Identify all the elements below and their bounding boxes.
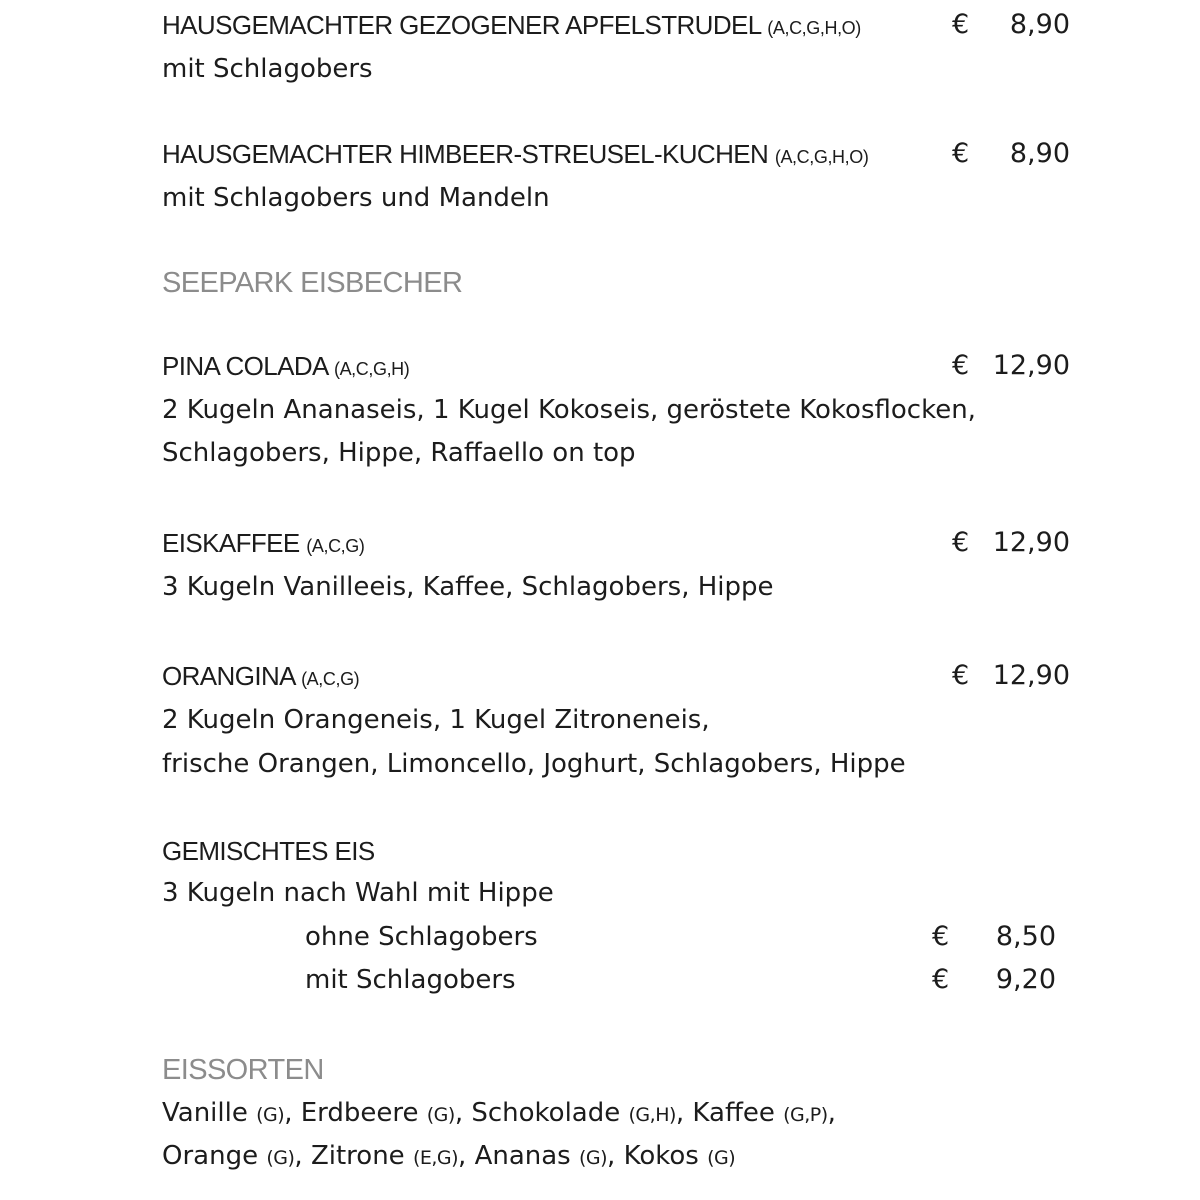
flavor-name: Kokos bbox=[623, 1141, 699, 1171]
item-name: EISKAFFEE bbox=[162, 528, 300, 558]
flavor-name: Orange bbox=[162, 1141, 259, 1171]
menu-item-title bbox=[162, 528, 364, 561]
item-description: Schlagobers, Hippe, Raffaello on top bbox=[162, 438, 636, 468]
item-price: 12,90 bbox=[992, 660, 1070, 691]
menu-item-title bbox=[162, 139, 868, 172]
item-allergens: (A,C,G,H,O) bbox=[767, 18, 861, 38]
currency-symbol: € bbox=[932, 921, 950, 952]
item-description: 3 Kugeln nach Wahl mit Hippe bbox=[162, 878, 554, 908]
flavor-allergens: (G) bbox=[426, 1104, 455, 1126]
currency-symbol: € bbox=[952, 527, 970, 558]
item-price: 12,90 bbox=[992, 527, 1070, 558]
item-name: PINA COLADA bbox=[162, 351, 328, 381]
option-label: mit Schlagobers bbox=[305, 965, 516, 995]
currency-symbol: € bbox=[952, 9, 970, 40]
flavor-allergens: (G) bbox=[256, 1104, 285, 1126]
flavor-name: Vanille bbox=[162, 1098, 248, 1128]
currency-symbol: € bbox=[952, 350, 970, 381]
menu-item-title bbox=[162, 661, 359, 694]
item-allergens: (A,C,G) bbox=[301, 669, 360, 689]
item-description: mit Schlagobers bbox=[162, 54, 373, 84]
flavor-name: Schokolade bbox=[471, 1098, 621, 1128]
section-heading-eissorten: EISSORTEN bbox=[162, 1054, 324, 1086]
item-allergens: (A,C,G,H) bbox=[333, 359, 410, 379]
item-description: 2 Kugeln Ananaseis, 1 Kugel Kokoseis, geröstete Kokosflocken, bbox=[162, 395, 976, 425]
flavor-allergens: (G,P) bbox=[783, 1104, 828, 1126]
currency-symbol: € bbox=[952, 660, 970, 691]
flavor-separator: , bbox=[454, 1098, 464, 1128]
option-price: 8,50 bbox=[995, 921, 1056, 952]
flavor-name: Zitrone bbox=[310, 1141, 405, 1171]
flavor-allergens: (G) bbox=[707, 1147, 736, 1169]
flavor-list-line-1 bbox=[162, 1098, 836, 1130]
item-description: 3 Kugeln Vanilleeis, Kaffee, Schlagobers, Hippe bbox=[162, 572, 774, 602]
menu-item-title bbox=[162, 836, 375, 866]
flavor-name: Erdbeere bbox=[300, 1098, 419, 1128]
flavor-separator: , bbox=[675, 1098, 685, 1128]
section-heading-eisbecher: SEEPARK EISBECHER bbox=[162, 267, 463, 299]
flavor-allergens: (G) bbox=[266, 1147, 295, 1169]
flavor-separator: , bbox=[294, 1141, 303, 1171]
flavor-allergens: (E,G) bbox=[412, 1147, 459, 1169]
option-price: 9,20 bbox=[995, 964, 1056, 995]
item-price: 8,90 bbox=[1009, 9, 1070, 40]
item-name: GEMISCHTES EIS bbox=[162, 836, 375, 866]
menu-item-title bbox=[162, 10, 861, 43]
item-description: frische Orangen, Limoncello, Joghurt, Schlagobers, Hippe bbox=[162, 749, 906, 779]
item-price: 12,90 bbox=[992, 350, 1070, 381]
menu-item-title bbox=[162, 351, 409, 384]
currency-symbol: € bbox=[952, 138, 970, 169]
item-name: HAUSGEMACHTER HIMBEER-STREUSEL-KUCHEN bbox=[162, 139, 769, 169]
item-allergens: (A,C,G) bbox=[306, 536, 365, 556]
item-allergens: (A,C,G,H,O) bbox=[774, 147, 869, 167]
flavor-separator: , bbox=[607, 1141, 616, 1171]
flavor-separator: , bbox=[284, 1098, 293, 1128]
currency-symbol: € bbox=[932, 964, 950, 995]
item-name: HAUSGEMACHTER GEZOGENER APFELSTRUDEL bbox=[162, 10, 761, 40]
item-description: mit Schlagobers und Mandeln bbox=[162, 183, 550, 213]
flavor-list-line-2 bbox=[162, 1141, 735, 1173]
flavor-separator: , bbox=[458, 1141, 467, 1171]
item-name: ORANGINA bbox=[162, 661, 295, 691]
flavor-allergens: (G,H) bbox=[628, 1104, 676, 1126]
flavor-separator: , bbox=[827, 1098, 836, 1128]
flavor-allergens: (G) bbox=[578, 1147, 608, 1169]
flavor-name: Kaffee bbox=[692, 1098, 775, 1128]
item-price: 8,90 bbox=[1009, 138, 1070, 169]
item-description: 2 Kugeln Orangeneis, 1 Kugel Zitroneneis, bbox=[162, 705, 710, 735]
option-label: ohne Schlagobers bbox=[305, 922, 538, 952]
flavor-name: Ananas bbox=[474, 1141, 571, 1171]
